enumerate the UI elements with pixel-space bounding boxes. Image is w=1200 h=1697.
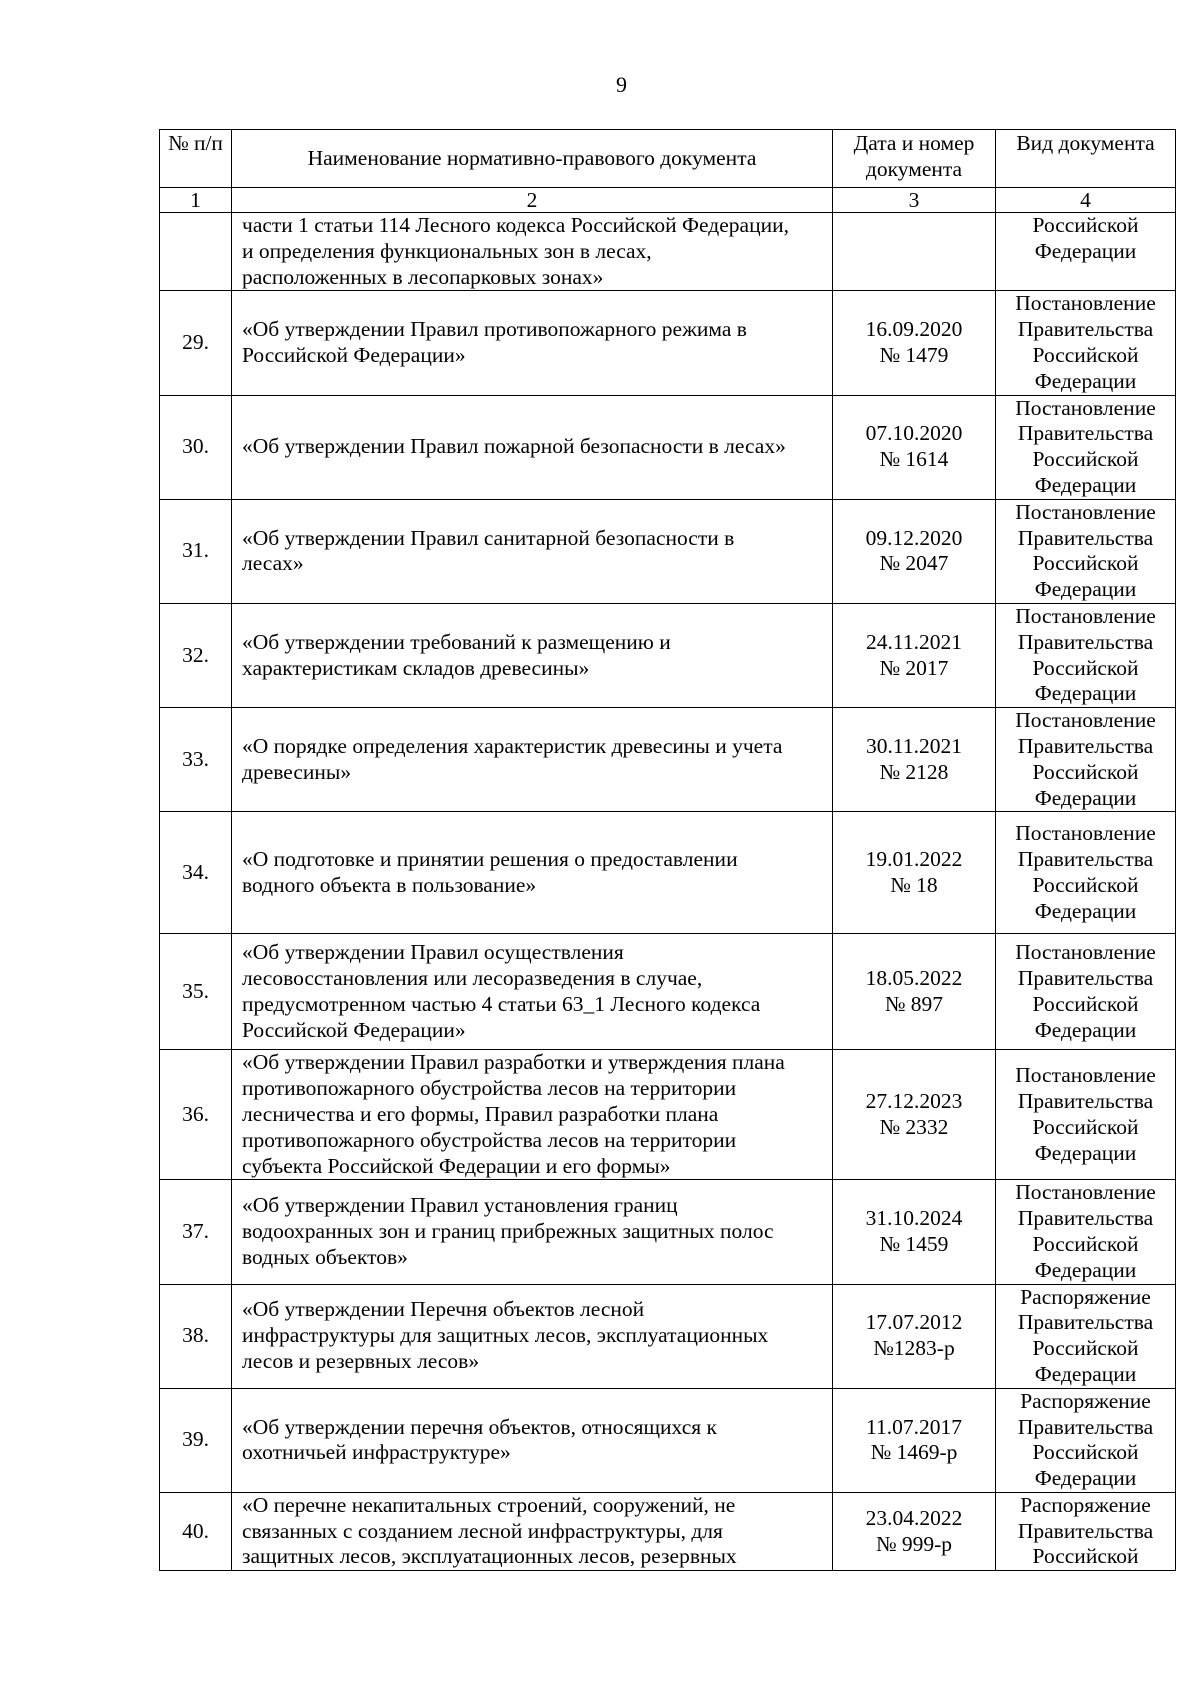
regulatory-documents-table [159, 129, 1176, 1571]
row-date-number: 11.07.2017 № 1469-р [833, 1388, 996, 1492]
table-header-row [160, 130, 1176, 188]
row-document-type: Постановление Правительства Российской Федерации [996, 812, 1176, 934]
table-row [160, 395, 1176, 499]
column-number: 1 [160, 188, 232, 213]
table-row [160, 1492, 1176, 1570]
row-document-type: Постановление Правительства Российской Федерации [996, 291, 1176, 395]
row-document-name: «Об утверждении требований к размещению и характеристикам складов древесины» [232, 603, 833, 707]
row-number: 36. [160, 1050, 232, 1180]
table-row [160, 934, 1176, 1050]
row-date-number [833, 213, 996, 291]
row-number: 39. [160, 1388, 232, 1492]
row-date-number: 23.04.2022 № 999-р [833, 1492, 996, 1570]
row-date-number: 07.10.2020 № 1614 [833, 395, 996, 499]
row-document-name: «Об утверждении Правил противопожарного режима в Российской Федерации» [232, 291, 833, 395]
row-document-type: Постановление Правительства Российской Федерации [996, 1180, 1176, 1284]
header-date-number: Дата и номер документа [833, 130, 996, 188]
column-number: 2 [232, 188, 833, 213]
row-date-number: 19.01.2022 № 18 [833, 812, 996, 934]
table-row [160, 499, 1176, 603]
row-document-type: Постановление Правительства Российской Федерации [996, 499, 1176, 603]
row-date-number: 18.05.2022 № 897 [833, 934, 996, 1050]
table-row [160, 812, 1176, 934]
header-number: № п/п [160, 130, 232, 188]
row-number: 31. [160, 499, 232, 603]
row-number: 32. [160, 603, 232, 707]
row-document-name: «Об утверждении Правил разработки и утверждения плана противопожарного обустройства лесов на территории лесничества и его формы, Правил разработки плана противопожарного обустройства лесов на территории субъекта Российской Федерации и его формы» [232, 1050, 833, 1180]
row-document-name: «О подготовке и принятии решения о предоставлении водного объекта в пользование» [232, 812, 833, 934]
table-row [160, 603, 1176, 707]
row-date-number: 31.10.2024 № 1459 [833, 1180, 996, 1284]
column-numbers-row [160, 188, 1176, 213]
row-document-type: Постановление Правительства Российской Федерации [996, 708, 1176, 812]
header-document-name: Наименование нормативно-правового документа [232, 130, 833, 188]
table-row [160, 291, 1176, 395]
row-number: 35. [160, 934, 232, 1050]
row-document-type: Постановление Правительства Российской Федерации [996, 603, 1176, 707]
row-date-number: 27.12.2023 № 2332 [833, 1050, 996, 1180]
table-row [160, 1388, 1176, 1492]
row-document-name: «Об утверждении перечня объектов, относящихся к охотничьей инфраструктуре» [232, 1388, 833, 1492]
column-number: 4 [996, 188, 1176, 213]
table-row [160, 1284, 1176, 1388]
row-document-name: «Об утверждении Правил установления границ водоохранных зон и границ прибрежных защитных полос водных объектов» [232, 1180, 833, 1284]
row-number: 30. [160, 395, 232, 499]
table-row [160, 213, 1176, 291]
column-number: 3 [833, 188, 996, 213]
table-row [160, 1050, 1176, 1180]
page-number: 9 [616, 72, 627, 97]
row-document-type: Постановление Правительства Российской Федерации [996, 1050, 1176, 1180]
row-date-number: 24.11.2021 № 2017 [833, 603, 996, 707]
row-document-name: «О порядке определения характеристик древесины и учета древесины» [232, 708, 833, 812]
header-document-type: Вид документа [996, 130, 1176, 188]
row-document-type: Распоряжение Правительства Российской Федерации [996, 1284, 1176, 1388]
row-date-number: 09.12.2020 № 2047 [833, 499, 996, 603]
row-document-type: Постановление Правительства Российской Федерации [996, 934, 1176, 1050]
row-number: 38. [160, 1284, 232, 1388]
row-date-number: 17.07.2012 №1283-р [833, 1284, 996, 1388]
row-document-name: «Об утверждении Правил осуществления лесовосстановления или лесоразведения в случае, предусмотренном частью 4 статьи 63_1 Лесного кодекса Российской Федерации» [232, 934, 833, 1050]
row-document-type: Российской Федерации [996, 213, 1176, 291]
row-document-name: «Об утверждении Перечня объектов лесной инфраструктуры для защитных лесов, эксплуатационных лесов и резервных лесов» [232, 1284, 833, 1388]
row-number: 34. [160, 812, 232, 934]
row-document-name: «О перечне некапитальных строений, сооружений, не связанных с созданием лесной инфраструктуры, для защитных лесов, эксплуатационных лесов, резервных [232, 1492, 833, 1570]
row-date-number: 30.11.2021 № 2128 [833, 708, 996, 812]
table-row [160, 1180, 1176, 1284]
table-row [160, 708, 1176, 812]
row-document-type: Распоряжение Правительства Российской [996, 1492, 1176, 1570]
row-number: 40. [160, 1492, 232, 1570]
row-document-name: «Об утверждении Правил пожарной безопасности в лесах» [232, 395, 833, 499]
row-number [160, 213, 232, 291]
row-document-name: части 1 статьи 114 Лесного кодекса Российской Федерации, и определения функциональных зон в лесах, расположенных в лесопарковых зонах» [232, 213, 833, 291]
row-number: 37. [160, 1180, 232, 1284]
row-document-name: «Об утверждении Правил санитарной безопасности в лесах» [232, 499, 833, 603]
row-date-number: 16.09.2020 № 1479 [833, 291, 996, 395]
row-document-type: Постановление Правительства Российской Федерации [996, 395, 1176, 499]
row-number: 33. [160, 708, 232, 812]
row-number: 29. [160, 291, 232, 395]
row-document-type: Распоряжение Правительства Российской Федерации [996, 1388, 1176, 1492]
